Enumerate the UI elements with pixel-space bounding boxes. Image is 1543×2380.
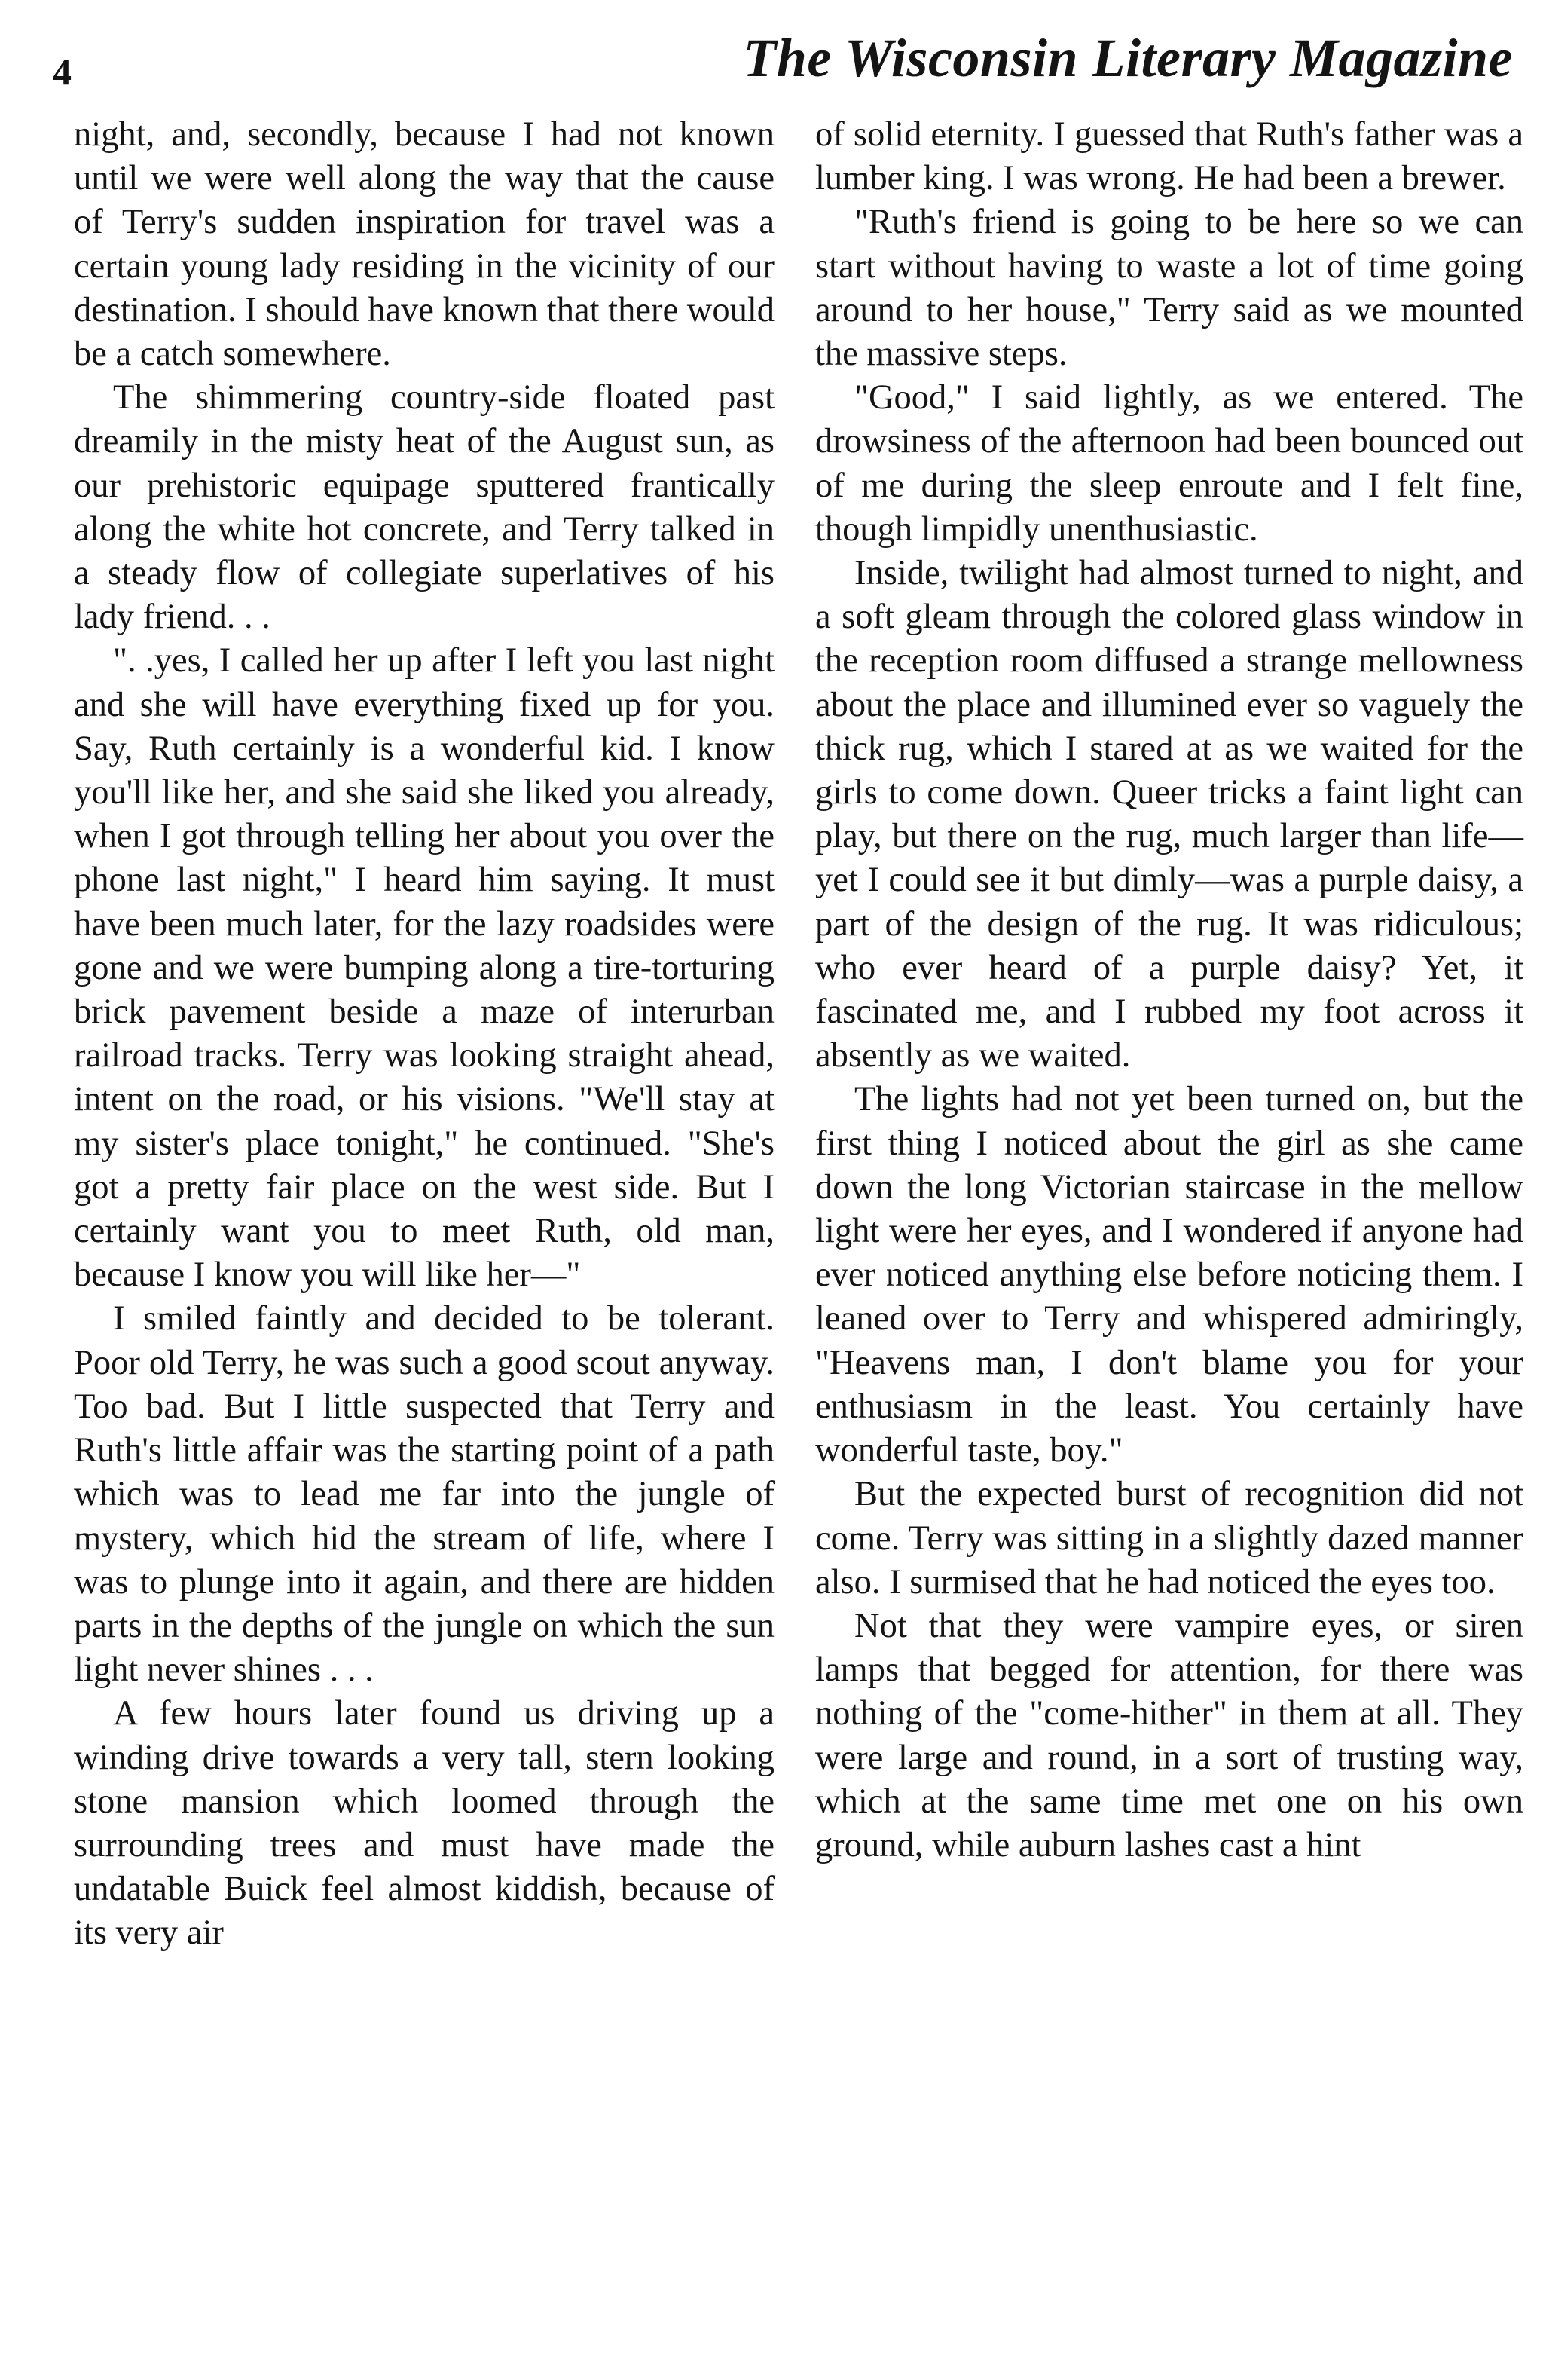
paragraph: Inside, twilight had almost turned to night, and a soft gleam through the colored glass window in the reception room diffused a strange mellowness about the place and illumined ever so vaguely the thick rug, which I stared at as we waited for the girls to come down. Queer tricks a faint light can play, but there on the rug, much larger than life—yet I could see it but dimly—was a purple daisy, a part of the design of the rug. It was ridiculous; who ever heard of a purple daisy? Yet, it fascinated me, and I rubbed my foot across it absently as we waited. bbox=[815, 554, 1523, 1075]
page-header bbox=[53, 20, 1513, 102]
paragraph: night, and, secondly, because I had not known until we were well along the way that the cause of Terry's sudden inspiration for travel was a certain young lady residing in the vicinity of our destination. I should have known that there would be a catch somewhere. bbox=[74, 115, 775, 374]
paragraph: of solid eternity. I guessed that Ruth's father was a lumber king. I was wrong. He had been a brewer. bbox=[815, 115, 1523, 198]
right-column bbox=[815, 113, 1523, 1868]
paragraph: ". .yes, I called her up after I left you last night and she will have everything fixed up for you. Say, Ruth certainly is a wonderful kid. I know you'll like her, and she said she liked you already, when I got through telling her about you over the phone last night," I heard him saying. It must have been much later, for the lazy roadsides were gone and we were bumping along a tire-torturing brick pavement beside a maze of interurban railroad tracks. Terry was looking straight ahead, intent on the road, or his visions. "We'll stay at my sister's place tonight," he continued. "She's got a pretty fair place on the west side. But I certainly want you to meet Ruth, old man, because I know you will like her—" bbox=[74, 641, 775, 1295]
paragraph: "Ruth's friend is going to be here so we can start without having to waste a lot of time going around to her house," Terry said as we mounted the massive steps. bbox=[815, 203, 1523, 374]
running-title: The Wisconsin Literary Magazine bbox=[743, 28, 1513, 88]
paragraph: "Good," I said lightly, as we entered. The drowsiness of the afternoon had been bounced out of me during the sleep enroute and I felt fine, though limpidly unenthusiastic. bbox=[815, 378, 1523, 549]
paragraph: The lights had not yet been turned on, but the first thing I noticed about the girl as she came down the long Victorian staircase in the mellow light were her eyes, and I wondered if anyone had ever noticed anything else before noticing them. I leaned over to Terry and whispered admiringly, "Heavens man, I don't blame you for your enthusiasm in the least. You certainly have wonderful taste, boy." bbox=[815, 1080, 1523, 1470]
paragraph: But the expected burst of recognition did not come. Terry was sitting in a slightly dazed manner also. I surmised that he had noticed the eyes too. bbox=[815, 1475, 1523, 1601]
left-column bbox=[74, 113, 775, 1956]
paragraph: A few hours later found us driving up a winding drive towards a very tall, stern looking stone mansion which loomed through the surrounding trees and must have made the undatable Buick feel almost kiddish, because of its very air bbox=[74, 1694, 775, 1953]
paragraph: The shimmering country-side floated past dreamily in the misty heat of the August sun, as our prehistoric equipage sputtered frantically along the white hot concrete, and Terry talked in a steady flow of collegiate superlatives of his lady friend. . . bbox=[74, 378, 775, 637]
paragraph: Not that they were vampire eyes, or siren lamps that begged for attention, for there was nothing of the "come-hither" in them at all. They were large and round, in a sort of trusting way, which at the same time met one on his own ground, while auburn lashes cast a hint bbox=[815, 1606, 1523, 1865]
page-number: 4 bbox=[53, 50, 72, 93]
paragraph: I smiled faintly and decided to be tolerant. Poor old Terry, he was such a good scout anyway. Too bad. But I little suspected that Terry and Ruth's little affair was the starting point of a path which was to lead me far into the jungle of mystery, which hid the stream of life, where I was to plunge into it again, and there are hidden parts in the depths of the jungle on which the sun light never shines . . . bbox=[74, 1299, 775, 1690]
